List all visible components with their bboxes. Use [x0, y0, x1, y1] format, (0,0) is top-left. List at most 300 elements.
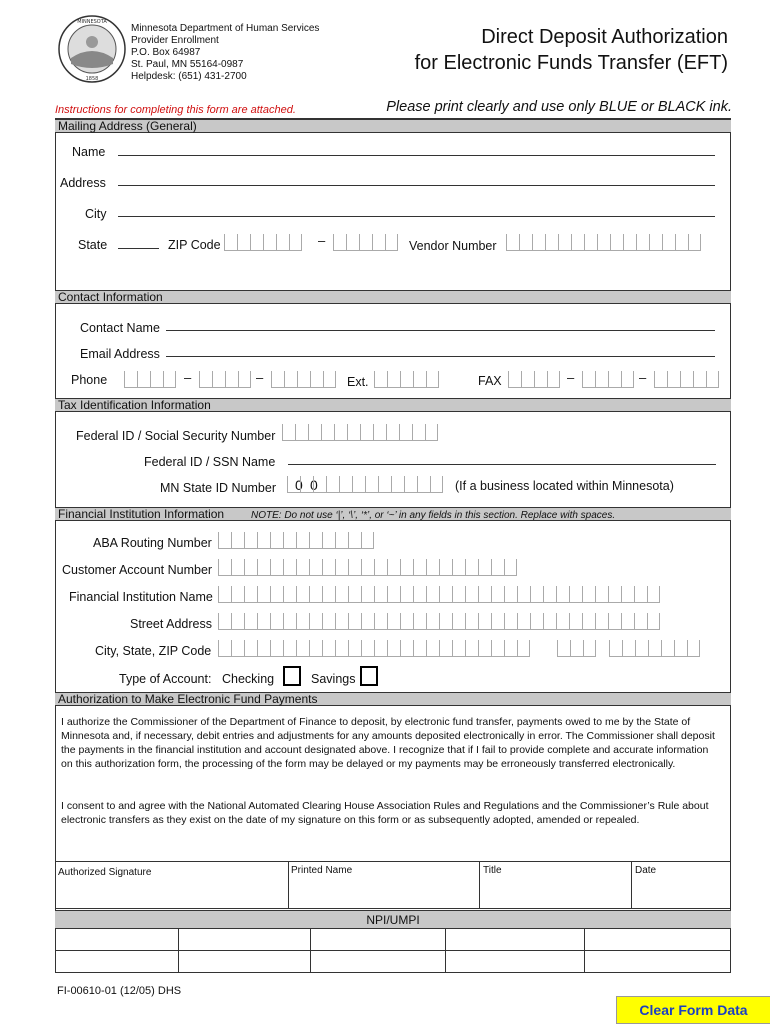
comb-cell[interactable]: [426, 640, 439, 657]
npi-row-line: [55, 950, 731, 951]
comb-cell[interactable]: [439, 640, 452, 657]
comb-cell[interactable]: [347, 424, 360, 441]
comb-cell[interactable]: [426, 613, 439, 630]
comb-cell[interactable]: [391, 476, 404, 493]
comb-cell[interactable]: [413, 559, 426, 576]
contact-name-field[interactable]: [166, 330, 715, 331]
comb-cell[interactable]: [504, 613, 517, 630]
comb-cell[interactable]: [478, 559, 491, 576]
comb-cell[interactable]: [621, 613, 634, 630]
clear-form-button[interactable]: Clear Form Data: [616, 996, 770, 1024]
vendor-label: Vendor Number: [409, 239, 497, 253]
comb-cell[interactable]: [335, 640, 348, 657]
comb-cell[interactable]: [412, 424, 425, 441]
comb-cell[interactable]: [662, 234, 675, 251]
comb-cell[interactable]: [348, 640, 361, 657]
comb-cell[interactable]: [597, 234, 610, 251]
comb-cell[interactable]: [635, 640, 648, 657]
comb-cell[interactable]: [218, 613, 231, 630]
svg-text:1858: 1858: [85, 76, 99, 82]
comb-cell[interactable]: [543, 613, 556, 630]
comb-cell[interactable]: [491, 613, 504, 630]
comb-cell[interactable]: [271, 371, 284, 388]
address-label: Address: [60, 176, 106, 190]
comb-cell[interactable]: [517, 586, 530, 603]
comb-cell[interactable]: [688, 234, 701, 251]
comb-cell[interactable]: [373, 424, 386, 441]
fi-zip-field[interactable]: [609, 640, 700, 657]
comb-cell[interactable]: [309, 532, 322, 549]
comb-cell[interactable]: [465, 559, 478, 576]
savings-label: Savings: [311, 672, 356, 686]
comb-cell[interactable]: [387, 586, 400, 603]
comb-cell[interactable]: [224, 234, 237, 251]
comb-cell[interactable]: [297, 371, 310, 388]
savings-checkbox[interactable]: [360, 666, 378, 686]
comb-cell[interactable]: [608, 371, 621, 388]
comb-cell[interactable]: [244, 640, 257, 657]
comb-cell[interactable]: [231, 586, 244, 603]
signature-divider: [631, 861, 632, 908]
npi-field[interactable]: [446, 930, 583, 949]
comb-cell[interactable]: [270, 586, 283, 603]
comb-cell[interactable]: [322, 559, 335, 576]
comb-cell[interactable]: [284, 371, 297, 388]
form-title: [415, 24, 728, 76]
comb-cell[interactable]: [282, 424, 295, 441]
comb-cell[interactable]: [257, 613, 270, 630]
comb-cell[interactable]: [348, 586, 361, 603]
phone-dash-1: –: [184, 370, 192, 385]
phone-area-field[interactable]: [124, 371, 176, 388]
comb-cell[interactable]: [508, 371, 521, 388]
comb-cell[interactable]: [400, 371, 413, 388]
comb-cell[interactable]: [231, 640, 244, 657]
comb-cell[interactable]: [352, 476, 365, 493]
signature-divider: [288, 861, 289, 908]
comb-cell[interactable]: [521, 371, 534, 388]
comb-cell[interactable]: [413, 613, 426, 630]
comb-cell[interactable]: [532, 234, 545, 251]
comb-cell[interactable]: [491, 559, 504, 576]
comb-cell[interactable]: [270, 532, 283, 549]
comb-cell[interactable]: [452, 559, 465, 576]
comb-cell[interactable]: [648, 640, 661, 657]
comb-cell[interactable]: [452, 640, 465, 657]
address-field[interactable]: [118, 185, 715, 186]
comb-cell[interactable]: [387, 371, 400, 388]
comb-cell[interactable]: [374, 586, 387, 603]
comb-cell[interactable]: [478, 613, 491, 630]
comb-cell[interactable]: [608, 586, 621, 603]
comb-cell[interactable]: [124, 371, 137, 388]
phone-label: Phone: [71, 373, 108, 387]
comb-cell[interactable]: [374, 613, 387, 630]
date-field[interactable]: [635, 878, 729, 906]
comb-cell[interactable]: [310, 371, 323, 388]
comb-cell[interactable]: [556, 586, 569, 603]
comb-cell[interactable]: [270, 640, 283, 657]
comb-cell[interactable]: [296, 559, 309, 576]
comb-cell[interactable]: [399, 424, 412, 441]
comb-cell[interactable]: [361, 559, 374, 576]
comb-cell[interactable]: [634, 586, 647, 603]
comb-cell[interactable]: [372, 234, 385, 251]
contact-name-label: Contact Name: [80, 321, 160, 335]
comb-cell[interactable]: [335, 586, 348, 603]
comb-cell[interactable]: [308, 424, 321, 441]
signature-field[interactable]: [58, 880, 284, 906]
comb-cell[interactable]: [425, 424, 438, 441]
comb-cell[interactable]: [199, 371, 212, 388]
comb-cell[interactable]: [413, 586, 426, 603]
comb-cell[interactable]: [610, 234, 623, 251]
comb-cell[interactable]: [706, 371, 719, 388]
fax-dash-2: –: [639, 370, 647, 385]
comb-cell[interactable]: [238, 371, 251, 388]
comb-cell[interactable]: [439, 559, 452, 576]
comb-cell[interactable]: [378, 476, 391, 493]
comb-cell[interactable]: [400, 559, 413, 576]
section-authorization: Authorization to Make Electronic Fund Payments: [55, 692, 731, 706]
agency-line: Provider Enrollment: [131, 35, 219, 46]
comb-cell[interactable]: [556, 613, 569, 630]
section-mailing-address: Mailing Address (General): [55, 119, 731, 133]
comb-cell[interactable]: [212, 371, 225, 388]
comb-cell[interactable]: [287, 476, 300, 493]
comb-cell[interactable]: [346, 234, 359, 251]
comb-cell[interactable]: [491, 640, 504, 657]
comb-cell[interactable]: [334, 424, 347, 441]
comb-cell[interactable]: [582, 371, 595, 388]
comb-cell[interactable]: [323, 371, 336, 388]
street-label: Street Address: [130, 617, 212, 631]
financial-section-title: Financial Institution Information: [58, 507, 225, 521]
street-address-field[interactable]: [218, 613, 660, 630]
comb-cell[interactable]: [244, 559, 257, 576]
comb-cell[interactable]: [295, 424, 308, 441]
comb-cell[interactable]: [571, 234, 584, 251]
comb-cell[interactable]: [322, 586, 335, 603]
comb-cell[interactable]: [321, 424, 334, 441]
signature-label: Authorized Signature: [58, 867, 152, 878]
comb-cell[interactable]: [570, 640, 583, 657]
comb-cell[interactable]: [257, 586, 270, 603]
checking-checkbox[interactable]: [283, 666, 301, 686]
comb-cell[interactable]: [335, 613, 348, 630]
comb-cell[interactable]: [465, 613, 478, 630]
comb-cell[interactable]: [647, 613, 660, 630]
comb-cell[interactable]: [582, 586, 595, 603]
title-label: Title: [483, 865, 502, 876]
comb-cell[interactable]: [426, 559, 439, 576]
comb-cell[interactable]: [225, 371, 238, 388]
comb-cell[interactable]: [309, 640, 322, 657]
comb-cell[interactable]: [674, 640, 687, 657]
comb-cell[interactable]: [582, 613, 595, 630]
title-field[interactable]: [483, 878, 628, 906]
comb-cell[interactable]: [137, 371, 150, 388]
comb-cell[interactable]: [361, 586, 374, 603]
federal-id-field[interactable]: [282, 424, 438, 441]
comb-cell[interactable]: [417, 476, 430, 493]
comb-cell[interactable]: [478, 640, 491, 657]
account-number-field[interactable]: [218, 559, 517, 576]
comb-cell[interactable]: [430, 476, 443, 493]
comb-cell[interactable]: [530, 586, 543, 603]
printed-name-label: Printed Name: [291, 865, 353, 876]
comb-cell[interactable]: [309, 586, 322, 603]
state-field[interactable]: [118, 248, 159, 249]
comb-cell[interactable]: [387, 559, 400, 576]
comb-cell[interactable]: [649, 234, 662, 251]
comb-cell[interactable]: [283, 613, 296, 630]
comb-cell[interactable]: [530, 613, 543, 630]
comb-cell[interactable]: [584, 234, 597, 251]
comb-cell[interactable]: [404, 476, 417, 493]
comb-cell[interactable]: [400, 586, 413, 603]
comb-cell[interactable]: [387, 613, 400, 630]
federal-id-label: Federal ID / Social Security Number: [76, 429, 276, 443]
comb-cell[interactable]: [270, 559, 283, 576]
mn-prefix-1: 0: [295, 477, 303, 493]
federal-name-field[interactable]: [288, 464, 716, 465]
comb-cell[interactable]: [623, 234, 636, 251]
phone-ext-field[interactable]: [374, 371, 439, 388]
comb-cell[interactable]: [517, 640, 530, 657]
signature-divider: [479, 861, 480, 908]
npi-field[interactable]: [311, 930, 444, 949]
zip-field-5[interactable]: [224, 234, 302, 251]
comb-cell[interactable]: [163, 371, 176, 388]
comb-cell[interactable]: [634, 613, 647, 630]
comb-cell[interactable]: [360, 424, 373, 441]
comb-cell[interactable]: [534, 371, 547, 388]
date-label: Date: [635, 865, 657, 876]
comb-cell[interactable]: [231, 559, 244, 576]
city-field[interactable]: [118, 216, 715, 217]
comb-cell[interactable]: [244, 532, 257, 549]
comb-cell[interactable]: [583, 640, 596, 657]
aba-routing-field[interactable]: [218, 532, 374, 549]
comb-cell[interactable]: [595, 371, 608, 388]
comb-cell[interactable]: [322, 532, 335, 549]
npi-field[interactable]: [179, 930, 309, 949]
comb-cell[interactable]: [517, 613, 530, 630]
comb-cell[interactable]: [667, 371, 680, 388]
comb-cell[interactable]: [326, 476, 339, 493]
comb-cell[interactable]: [547, 371, 560, 388]
comb-cell[interactable]: [309, 559, 322, 576]
comb-cell[interactable]: [504, 586, 517, 603]
form-id: FI-00610-01 (12/05) DHS: [57, 985, 182, 997]
comb-cell[interactable]: [609, 640, 622, 657]
comb-cell[interactable]: [545, 234, 558, 251]
comb-cell[interactable]: [276, 234, 289, 251]
comb-cell[interactable]: [621, 586, 634, 603]
comb-cell[interactable]: [218, 640, 231, 657]
comb-cell[interactable]: [257, 640, 270, 657]
comb-cell[interactable]: [322, 640, 335, 657]
comb-cell[interactable]: [231, 613, 244, 630]
comb-cell[interactable]: [426, 586, 439, 603]
comb-cell[interactable]: [661, 640, 674, 657]
comb-cell[interactable]: [250, 234, 263, 251]
fi-state-field[interactable]: [557, 640, 596, 657]
comb-cell[interactable]: [309, 613, 322, 630]
comb-cell[interactable]: [636, 234, 649, 251]
financial-note: NOTE: Do not use ‘|’, ‘\’, ‘*’, or ‘~’ in any fields in this section. Replace with spaces.: [251, 510, 616, 521]
comb-cell[interactable]: [335, 559, 348, 576]
comb-cell[interactable]: [558, 234, 571, 251]
comb-cell[interactable]: [361, 640, 374, 657]
name-field[interactable]: [118, 155, 715, 156]
fi-city-field[interactable]: [218, 640, 530, 657]
comb-cell[interactable]: [519, 234, 532, 251]
comb-cell[interactable]: [237, 234, 250, 251]
comb-cell[interactable]: [270, 613, 283, 630]
comb-cell[interactable]: [439, 613, 452, 630]
comb-cell[interactable]: [263, 234, 276, 251]
comb-cell[interactable]: [385, 234, 398, 251]
zip-label: ZIP Code: [168, 238, 221, 252]
comb-cell[interactable]: [296, 613, 309, 630]
comb-cell[interactable]: [387, 640, 400, 657]
comb-cell[interactable]: [504, 559, 517, 576]
comb-cell[interactable]: [557, 640, 570, 657]
comb-cell[interactable]: [675, 234, 688, 251]
comb-cell[interactable]: [569, 613, 582, 630]
comb-cell[interactable]: [413, 371, 426, 388]
comb-cell[interactable]: [595, 613, 608, 630]
npi-field[interactable]: [56, 930, 177, 949]
printed-name-field[interactable]: [291, 878, 476, 906]
federal-name-label: Federal ID / SSN Name: [144, 455, 276, 469]
comb-cell[interactable]: [365, 476, 378, 493]
comb-cell[interactable]: [504, 640, 517, 657]
mn-state-id-note: (If a business located within Minnesota): [455, 479, 674, 493]
agency-line: St. Paul, MN 55164-0987: [131, 59, 244, 70]
comb-cell[interactable]: [289, 234, 302, 251]
npi-header: NPI/UMPI: [55, 910, 731, 929]
comb-cell[interactable]: [374, 371, 387, 388]
fax-line-field[interactable]: [654, 371, 719, 388]
comb-cell[interactable]: [374, 559, 387, 576]
comb-cell[interactable]: [400, 640, 413, 657]
comb-cell[interactable]: [543, 586, 556, 603]
comb-cell[interactable]: [687, 640, 700, 657]
comb-cell[interactable]: [491, 586, 504, 603]
phone-prefix-field[interactable]: [199, 371, 251, 388]
comb-cell[interactable]: [622, 640, 635, 657]
name-label: Name: [72, 145, 106, 159]
comb-cell[interactable]: [333, 234, 346, 251]
zip-field-4[interactable]: [333, 234, 398, 251]
comb-cell[interactable]: [439, 586, 452, 603]
comb-cell[interactable]: [452, 586, 465, 603]
comb-cell[interactable]: [386, 424, 399, 441]
account-type-label: Type of Account:: [119, 672, 212, 686]
comb-cell[interactable]: [335, 532, 348, 549]
comb-cell[interactable]: [359, 234, 372, 251]
comb-cell[interactable]: [339, 476, 352, 493]
aba-label: ABA Routing Number: [93, 536, 212, 550]
comb-cell[interactable]: [257, 532, 270, 549]
comb-cell[interactable]: [361, 532, 374, 549]
checking-label: Checking: [222, 672, 275, 686]
comb-cell[interactable]: [322, 613, 335, 630]
fax-dash-1: –: [567, 370, 575, 385]
comb-cell[interactable]: [244, 613, 257, 630]
fax-label: FAX: [478, 374, 502, 388]
comb-cell[interactable]: [313, 476, 326, 493]
email-field[interactable]: [166, 356, 715, 357]
comb-cell[interactable]: [413, 640, 426, 657]
comb-cell[interactable]: [595, 586, 608, 603]
agency-address: [131, 23, 319, 83]
comb-cell[interactable]: [244, 586, 257, 603]
comb-cell[interactable]: [361, 613, 374, 630]
signature-row-bottom: [55, 908, 731, 909]
comb-cell[interactable]: [348, 532, 361, 549]
comb-cell[interactable]: [465, 586, 478, 603]
fax-prefix-field[interactable]: [582, 371, 634, 388]
comb-cell[interactable]: [150, 371, 163, 388]
comb-cell[interactable]: [647, 586, 660, 603]
comb-cell[interactable]: [478, 586, 491, 603]
comb-cell[interactable]: [296, 640, 309, 657]
institution-name-field[interactable]: [218, 586, 660, 603]
comb-cell[interactable]: [654, 371, 667, 388]
vendor-number-field[interactable]: [506, 234, 701, 251]
comb-cell[interactable]: [296, 586, 309, 603]
comb-cell[interactable]: [452, 613, 465, 630]
comb-cell[interactable]: [608, 613, 621, 630]
comb-cell[interactable]: [283, 586, 296, 603]
comb-cell[interactable]: [621, 371, 634, 388]
mn-state-id-field[interactable]: [287, 476, 443, 493]
comb-cell[interactable]: [400, 613, 413, 630]
comb-cell[interactable]: [348, 559, 361, 576]
comb-cell[interactable]: [218, 559, 231, 576]
fax-area-field[interactable]: [508, 371, 560, 388]
comb-cell[interactable]: [283, 640, 296, 657]
npi-field[interactable]: [585, 930, 730, 949]
comb-cell[interactable]: [218, 586, 231, 603]
comb-cell[interactable]: [465, 640, 478, 657]
comb-cell[interactable]: [693, 371, 706, 388]
account-label: Customer Account Number: [62, 563, 213, 577]
city-label: City: [85, 207, 107, 221]
comb-cell[interactable]: [231, 532, 244, 549]
comb-cell[interactable]: [680, 371, 693, 388]
comb-cell[interactable]: [283, 559, 296, 576]
comb-cell[interactable]: [374, 640, 387, 657]
comb-cell[interactable]: [296, 532, 309, 549]
email-label: Email Address: [80, 347, 160, 361]
comb-cell[interactable]: [426, 371, 439, 388]
comb-cell[interactable]: [348, 613, 361, 630]
comb-cell[interactable]: [218, 532, 231, 549]
comb-cell[interactable]: [569, 586, 582, 603]
section-tax-identification: Tax Identification Information: [55, 398, 731, 412]
comb-cell[interactable]: [300, 476, 313, 493]
comb-cell[interactable]: [283, 532, 296, 549]
phone-line-field[interactable]: [271, 371, 336, 388]
print-note: Please print clearly and use only BLUE or BLACK ink.: [386, 99, 732, 115]
comb-cell[interactable]: [506, 234, 519, 251]
comb-cell[interactable]: [257, 559, 270, 576]
